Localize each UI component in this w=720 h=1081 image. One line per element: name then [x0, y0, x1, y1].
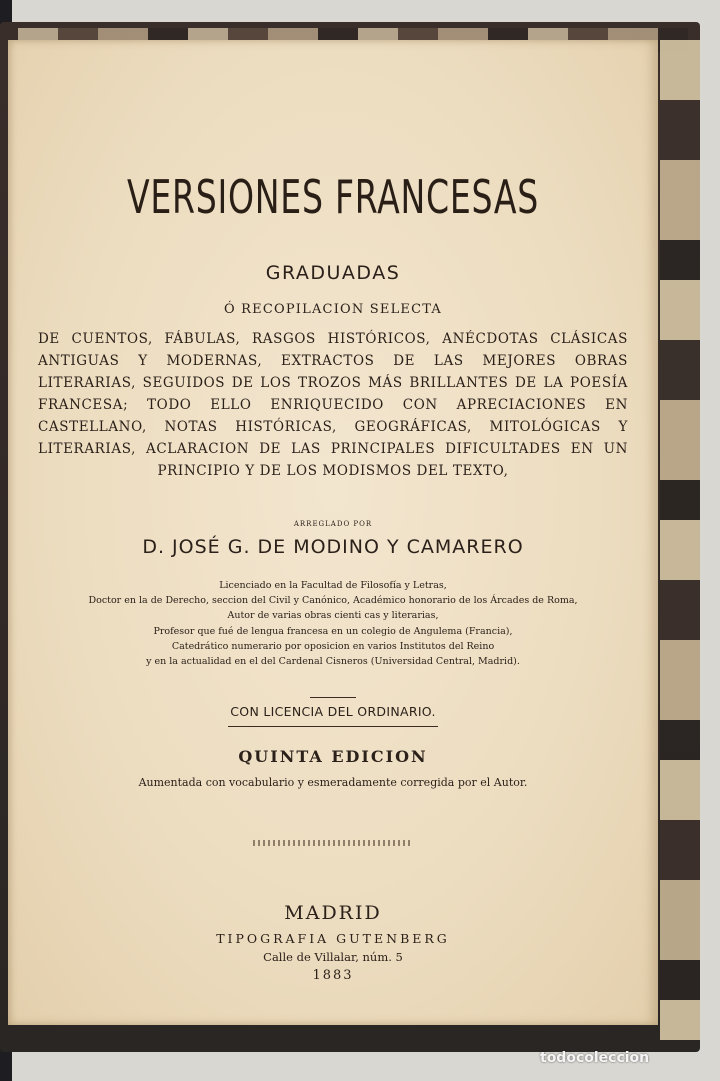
- divider-rule: [310, 697, 356, 698]
- printer-address: Calle de Villalar, núm. 5: [263, 950, 403, 964]
- book-page-edges: [660, 40, 700, 1040]
- book-description: DE CUENTOS, FÁBULAS, RASGOS HISTÓRICOS, ANÉCDOTAS CLÁSICAS ANTIGUAS Y MODERNAS, EXTRACTOS DE LAS MEJORES OBRAS LITERARIAS, SEGUIDOS DE LOS TROZOS MÁS BRILLANTES DE LA POESÍA FRANCESA; TODO ELLO ENRIQUECIDO CON APRECIACIONES EN CASTELLANO, NOTAS HISTÓRICAS, GEOGRÁFICAS, MITOLÓGICAS Y LITERARIAS, ACLARACION DE LAS PRINCIPALES DIFICULTADES EN UN PRINCIPIO Y DE LOS MODISMOS DEL TEXTO,: [38, 331, 628, 479]
- book-title: VERSIONES FRANCESAS: [127, 170, 539, 224]
- license-underline: [228, 726, 438, 727]
- book-subtitle-secondary: Ó RECOPILACION SELECTA: [223, 302, 443, 317]
- author-name: D. JOSÉ G. DE MODINO Y CAMARERO: [142, 536, 524, 558]
- credential-line: Doctor en la de Derecho, seccion del Civil y Canónico, Académico honorario de los Árcades de Roma,: [88, 595, 578, 607]
- credential-line: Licenciado en la Facultad de Filosofía y Letras,: [219, 580, 447, 591]
- publication-year: 1883: [312, 968, 354, 983]
- publication-city: MADRID: [284, 902, 382, 924]
- edition-note: Aumentada con vocabulario y esmeradamente corregida por el Autor.: [138, 776, 528, 789]
- title-page: [8, 40, 658, 1025]
- ornamental-divider: [253, 840, 413, 846]
- credential-line: Autor de varias obras cienti cas y literarias,: [227, 610, 439, 622]
- credential-line: Profesor que fué de lengua francesa en un colegio de Angulema (Francia),: [153, 625, 513, 637]
- author-credentials: [38, 578, 628, 669]
- credential-line: Catedrático numerario por oposicion en varios Institutos del Reino: [171, 640, 495, 652]
- printer-name: TIPOGRAFIA GUTENBERG: [216, 931, 450, 946]
- book-subtitle: GRADUADAS: [265, 262, 401, 284]
- credential-line: y en la actualidad en el del Cardenal Cisneros (Universidad Central, Madrid).: [146, 656, 520, 668]
- edition-heading: QUINTA EDICION: [238, 747, 428, 766]
- watermark-logo: todocoleccion: [540, 1050, 650, 1066]
- arranged-by-label: ARREGLADO POR: [293, 520, 373, 528]
- license-note: CON LICENCIA DEL ORDINARIO.: [230, 704, 436, 719]
